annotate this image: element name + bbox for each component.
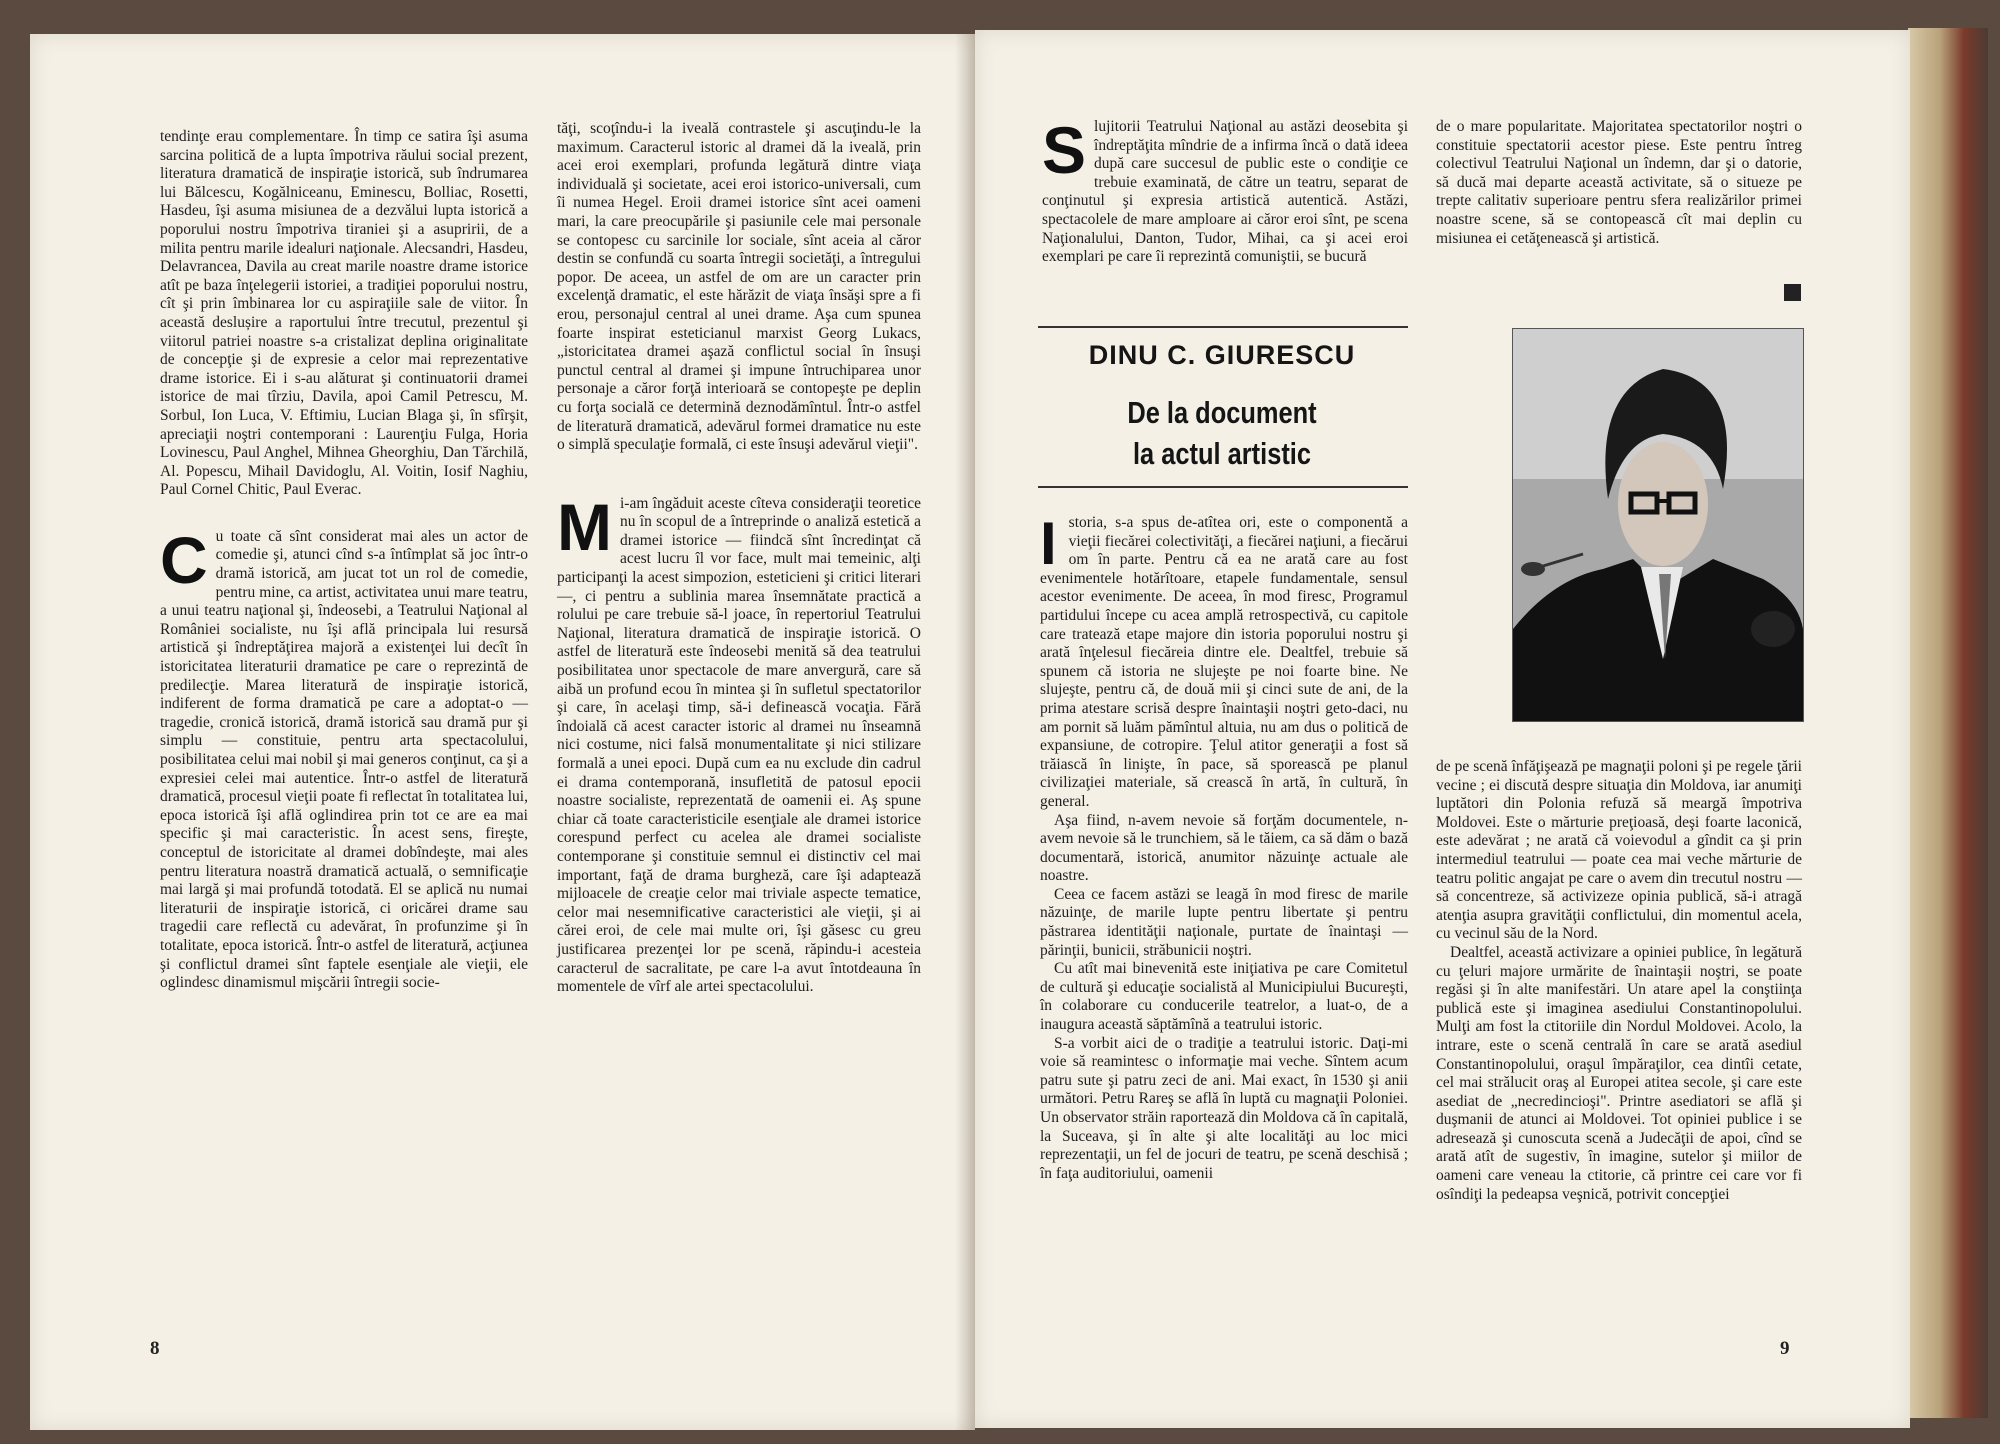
left-col2-paragraph-2 <box>557 489 921 997</box>
right-intro-paragraph-cont: de o mare popularitate. Majoritatea spectatorilor noştri o constituie spectatorii acestor piese. Este pentru întreg colectivul Teatrului Naţional un îndemn, dar şi o datorie, să ducă mai departe această activitate, să o situeze pe trepte calitativ superioare pentru sfera realizărilor primei noastre scene, să se contopească cît mai deplin cu misiunea ei cetăţenească şi artistică. <box>1436 118 1802 247</box>
left-col1-paragraph-2 <box>160 522 528 993</box>
author-portrait-image <box>1513 329 1803 721</box>
right-intro-paragraph-text: lujitorii Teatrului Naţional au astăzi deosebita şi îndreptăţita mîndrie de a infirma încă o dată ideea după care succesul de public este o condiţie ce trebuie examinată, de către un teatru, separat de conţinutul şi expresia artistică autentică. Astăzi, spectacolele de mare amploare ai căror eroi sînt, pe scena Naţionalului, Danton, Tudor, Mihai, ca şi acei eroi exemplari pe care îi reprezintă comuniştii, se bucură <box>1042 118 1408 266</box>
right-col1-paragraph-4: Cu atît mai binevenită este iniţiativa pe care Comitetul de cultură şi educaţie socialistă al Municipiului Bucureşti, în colaborare cu conducerile teatrelor, a luat-o, de a inaugura această săptămînă a teatrului istoric. <box>1040 960 1408 1034</box>
dropcap-c: C <box>160 522 208 597</box>
section-rule-bottom <box>1038 486 1408 488</box>
right-col2-paragraph-2: Dealtfel, această activizare a opiniei publice, în legătură cu ţeluri majore urmărite de înaintaşii noştri, se poate regăsi şi în alte manifestări. Un atare apel la conştiinţa publică este şi imaginea asediului Constantinopolului. Mulţi am fost la ctitoriile din Nordul Moldovei. Acolo, la intrare, este o scenă centrală în care se arată asediul Constantinopolului, oraşul împăraţilor, cea dintîi cetate, cel mai strălucit oraş al Europei atitea secole, şi care este asediat de „necredincioşi". Printre asediatori se află şi duşmanii de atunci ai Moldovei. Tot opiniei publice i se adresează şi cunoscuta scenă a Judecăţii de apoi, cînd se arată atît de sugestiv, în imagine, sutelor şi miilor de oameni care veneau la ctitorie, că printre cei care vor fi osîndiţi la pedeapsa veşnică, potrivit concepţiei <box>1436 943 1802 1203</box>
right-top-column-1 <box>1042 113 1408 267</box>
article-title <box>1074 392 1369 474</box>
dropcap-m: M <box>557 489 612 564</box>
article-title-line-2: la actul artistic <box>1132 436 1312 471</box>
right-col1-paragraph-3: Ceea ce facem astăzi se leagă în mod firesc de marile năzuinţe, de marile lupte pentru libertate şi pentru păstrarea identităţii naţionale, purtate de înaintaşi — părinţii, bunicii, străbunicii noştri. <box>1040 885 1408 959</box>
left-page-column-2 <box>557 120 921 997</box>
right-col1-paragraph-5: S-a vorbit aici de o tradiţie a teatrului istoric. Daţi-mi voie să reamintesc o informaţie mai veche. Sîntem acum patru sute şi patru zeci de ani. Mai exact, în 1530 şi anii următori. Petru Rareş se află în luptă cu magnaţii Poloniei. Un observator străin raportează din Moldova că în capitală, la Suceava, şi în alte şi alte localităţi au loc mici reprezentaţii, un fel de jocuri de teatru, pe scenă deschisă ; în faţa auditoriului, oamenii <box>1040 1034 1408 1182</box>
left-col1-paragraph-2-text: u toate că sînt considerat mai ales un actor de comedie şi, atunci cînd s-a întîmplat să joc într-o dramă istorică, am jucat tot un rol de comedie, pentru mine, ca artist, activitatea unui mare teatru, a unui teatru naţional şi, îndeosebi, a Teatrului Naţional al României socialiste, nu îşi află principala lui resursă artistică şi îndreptăţirea majoră a existenţei lui decît în istoricitatea literaturii dramatice pe care o reprezintă de predilecţie. Marea literatură de inspiraţie istorică, indiferent de forma dramatică pe care a adoptat-o — tragedie, cronică istorică, dramă istorică sau dramă pur şi simplu — constituie, pentru arta spectacolului, posibilitatea celui mai nobil şi mai generos conţinut, ca şi a expresiei celei mai autentice. Într-o astfel de literatură dramatică, procesul vieţii poate fi reflectat în totalitatea lui, epoca istorică îşi află oglindirea prin tot ce are ea mai specific şi mai caracteristic. În acest sens, fireşte, conceptul de istoricitate al dramei dobîndeşte, mai ales pentru literatura noastră dramatică actuală, o semnificaţie mai largă şi mai profundă totodată. El se aplică nu numai literaturii de inspiraţie istorică, ci oricărei drame sau tragedii care reflectă cu adevărat, în profunzime şi în totalitate, epoca istorică. Într-o astfel de literatură, acţiunea şi conflictul dramei sînt faptele esenţiale ale vieţii, ele oglindesc dinamismul mişcării întregii socie- <box>160 527 528 992</box>
right-col1-paragraph-1-text: storia, s-a spus de-atîtea ori, este o componentă a vieţii fiecărei colectivităţi, a fiecărei naţiuni, a fiecărui om în parte. Pentru că ea ne arată care au fost evenimentele hotărîtoare, etapele fundamentale, sensul acestor evenimente. De aceea, în mod firesc, Programul partidului începe cu acea amplă retrospectivă, cu capitole care tratează etape majore din istoria poporului nostru şi arată înţelesul fiecăreia dintre ele. Dealtfel, trebuie să spunem că istoria ne slujeşte pe noi foarte bine. Ne slujeşte, pentru că, de două mii şi cinci sute de ani, de la prima atestare scrisă despre înaintaşii noştri geto-daci, nu am pornit să luăm pămîntul altuia, nu am dus o politică de expansiune, de cotropire. Ţelul atitor generaţii a fost să trăiască în linişte, în pace, să sporească pe planul civilizaţiei materiale, să crească în artă, în cultură, în general. <box>1040 514 1408 810</box>
right-page-column-1 <box>1040 510 1408 1183</box>
article-end-mark <box>1784 284 1801 301</box>
page-number-left: 8 <box>150 1338 160 1359</box>
right-col1-paragraph-1 <box>1040 510 1408 812</box>
right-col2-paragraph-1: de pe scenă înfăţişează pe magnaţii poloni şi pe regele ţării vecine ; ei discută despre situaţia din Moldova, iar anumiţi luptători din Polonia refuză să meargă împotriva Moldovei. Este o mărturie preţioasă, deşi foarte laconică, este adevărat ; ne arată că voievodul a gîndit ca şi prin intermediul teatrului — poate cea mai veche mărturie de teatru politic angajat pe care o avem din trecutul nostru — să concentreze, să activizeze opinia publică, să-i atragă atenţia asupra gravităţii conflictului, din momentul acela, cu vecinul său de la Nord. <box>1436 758 1802 943</box>
right-top-column-2 <box>1436 118 1802 248</box>
dropcap-i: I <box>1040 510 1057 577</box>
article-title-line-1: De la document <box>1127 395 1317 430</box>
left-col2-paragraph-2-text: i-am îngăduit aceste cîteva consideraţii teoretice nu în scopul de a întreprinde o analiză estetică a dramei istorice — fiindcă sînt încredinţat că acest lucru îl vor face, mult mai temeinic, alţi participanţi la acest simpozion, esteticieni şi critici literari —, ci pentru a sublinia marea însemnătate practică a rolului pe care trebuie să-l joace, în repertoriul Teatrului Naţional, literatura dramatică de inspiraţie istorică. O astfel de literatură este îndeosebi menită să dea teatrului posibilitatea unor spectacole de mare anvergură, care să aibă un profund ecou în mintea şi în sufletul spectatorilor şi care, în acelaşi timp, să-i definească vocaţia. Fără îndoială că acest caracter istoric al dramei nu înseamnă nici costume, nici falsă monumentalitate şi nici stilizare formală a unei epoci. După cum ea nu exclude din cadrul ei drama contemporană, insufletită de patosul epocii noastre socialiste, reprezentată de oamenii ei. Aş spune chiar că toate caracteristicile esenţiale ale dramei istorice corespund perfect cu acelea ale dramei socialiste contemporane şi constituie semnul ei distinctiv cel mai important, faţă de drama burgheză, care îşi adaptează mijloacele de creaţie celor mai triviale aspecte tematice, celor mai nesemnificative caracteristici ale vieţii, şi ai cărei eroi, de cele mai multe ori, îşi găsesc cu greu justificarea prezenţei lor pe scenă, răpindu-i acesteia caracterul de sacralitate, pe care l-a avut întotdeauna în momentele de vîrf ale artei spectacolului. <box>557 494 921 996</box>
author-photo <box>1512 328 1804 722</box>
left-col1-paragraph-1: tendinţe erau complementare. În timp ce satira îşi asuma sarcina politică de a lupta împotriva răului social prezent, literatura dramatică de inspiraţie istorică, sub îndrumarea lui Bălcescu, Kogălniceanu, Eminescu, Bolliac, Rosetti, Hasdeu, îşi asuma misiunea de a dezvălui lupta istorică a poporului nostru împotriva tiraniei şi a asupririi, de a milita pentru marile idealuri naţionale. Alecsandri, Hasdeu, Delavrancea, Davila au creat marile noastre drame istorice atît pe baza înţelegerii istoriei, a tradiţiei poporului nostru, cît şi prin îmbinarea lor cu aspiraţiile sale de viitor. În această deslușire a raportului între trecutul, prezentul şi viitorul patriei noastre s-a cristalizat deplina originalitate de concepţie şi de expresie a celor mai reprezentative drame istorice. Ei i s-au alăturat şi continuatorii dramei istorice de mai tîrziu, Davila, apoi Camil Petrescu, M. Sorbul, Ion Luca, V. Eftimiu, Lucian Blaga şi, în sfîrşit, apreciaţii noştri contemporani : Laurenţiu Fulga, Horia Lovinescu, Paul Anghel, Mihnea Gheorghiu, Dan Tărchilă, Al. Popescu, Mihail Davidoglu, Al. Voitin, Iosif Naghiu, Paul Cornel Chitic, Paul Everac. <box>160 128 528 499</box>
book-page-edges <box>1908 28 1988 1418</box>
left-page-column-1 <box>160 128 528 993</box>
dropcap-s: S <box>1042 113 1087 187</box>
article-author: DINU C. GIURESCU <box>1088 340 1356 370</box>
right-intro-paragraph <box>1042 113 1408 267</box>
right-col1-paragraph-2: Aşa fiind, n-avem nevoie să forţăm documentele, n-avem nevoie să le trunchiem, să le tăiem, ca să dăm o bază documentară, istorică, anumitor năzuinţe actuale ale noastre. <box>1040 811 1408 885</box>
page-number-right: 9 <box>1780 1338 1790 1359</box>
section-rule-top <box>1038 326 1408 328</box>
left-col2-paragraph-1: tăţi, scoţîndu-i la iveală contrastele şi ascuţindu-le la maximum. Caracterul istoric al dramei dă la iveală, prin acei eroi exemplari, profunda legătură dintre viaţa individuală şi societate, acei eroi istorico-universali, cum îi numea Hegel. Eroii dramei istorice sînt acei oameni mari, la care preocupările şi pasiunile cele mai personale se contopesc cu sarcinile lor sociale, sînt aceia al căror destin se confundă cu soarta întregii societăţi, a întregului popor. De aceea, un astfel de om are un caracter prin excelenţă dramatic, el este hărăzit de viaţa însăşi spre a fi erou, personajul central al unei drame. Aşa cum spunea foarte inspirat esteticianul marxist Georg Lukacs, „istoricitatea dramei aşază conflictul social în însuşi punctul central al dramei şi impune întruchiparea unor personaje a căror forţă interioară se contopeşte pe deplin cu forţa socială ce determină deznodămîntul. Într-o astfel de literatură dramatică, adevărul formei dramatice nu este o simplă speculaţie formală, ci este însuşi adevărul vieţii". <box>557 120 921 454</box>
right-page-column-2 <box>1436 758 1802 1204</box>
